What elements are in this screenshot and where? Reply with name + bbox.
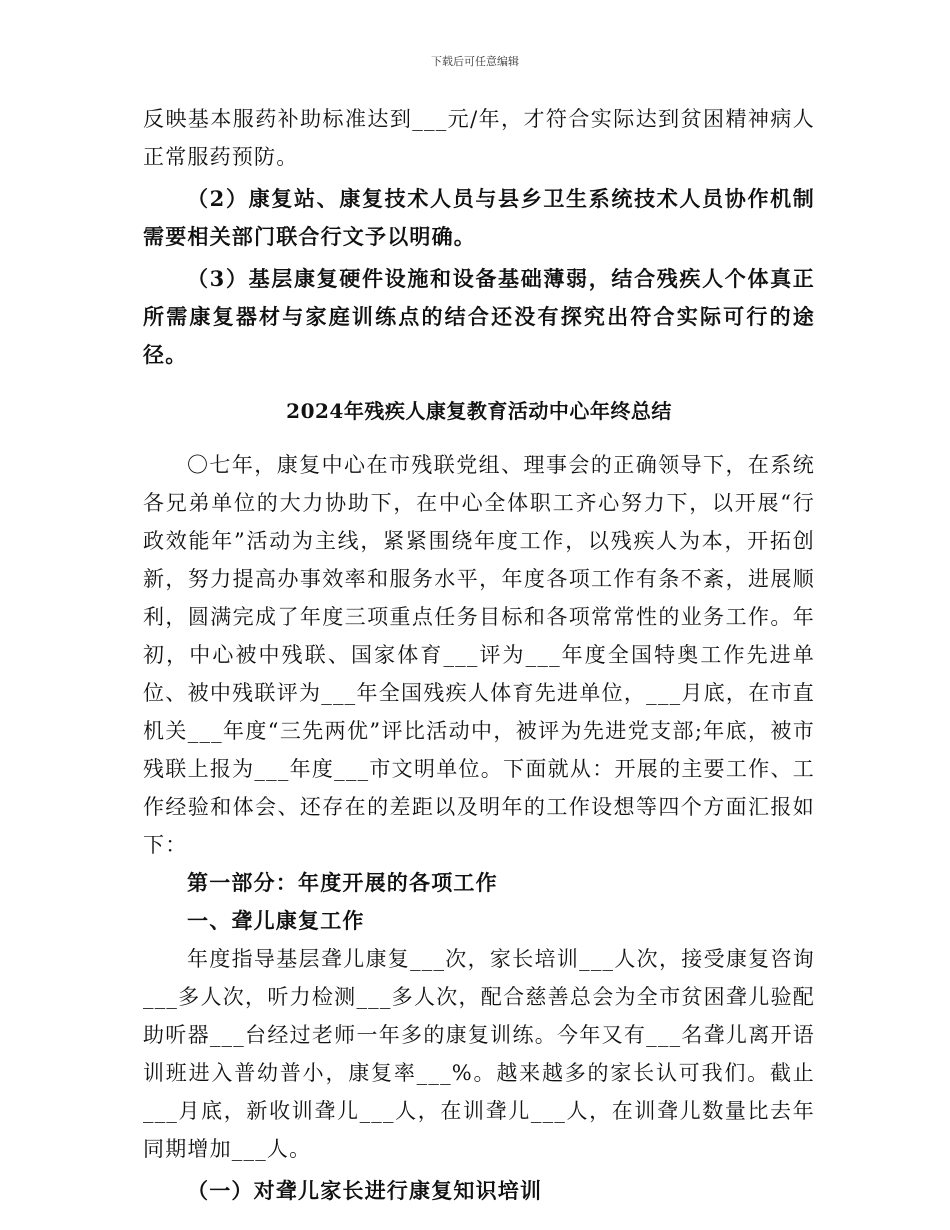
page-header: 下载后可任意编辑: [431, 55, 519, 68]
document-title: 2024年残疾人康复教育活动中心年终总结: [286, 399, 672, 423]
paragraph-deaf-rehab: 年度指导基层聋儿康复___次，家长培训___人次，接受康复咨询___多人次，听力检测___多人次，配合慈善总会为全市贫困聋儿验配助听器___台经过老师一年多的康复训练。今年又有___名聋儿离开语训班进入普幼普小，康复率___%。越来越多的家长认可我们。截止___月底，新收训聋儿___人，在训聋儿___人，在训聋儿数量比去年同期增加___人。: [143, 947, 815, 1161]
paragraph-intro: 〇七年，康复中心在市残联党组、理事会的正确领导下，在系统各兄弟单位的大力协助下，在中心全体职工齐心努力下，以开展“行政效能年”活动为主线，紧紧围绕年度工作，以残疾人为本，开拓创新，努力提高办事效率和服务水平，年度各项工作有条不紊，进展顺利，圆满完成了年度三项重点任务目标和各项常常性的业务工作。年初，中心被中残联、国家体育___评为___年度全国特奥工作先进单位、被中残联评为___年全国残疾人体育先进单位，___月底，在市直机关___年度“三先两优”评比活动中，被评为先进党支部;年底，被市残联上报为___年度___市文明单位。下面就从：开展的主要工作、工作经验和体会、还存在的差距以及明年的工作设想等四个方面汇报如下：: [143, 453, 815, 857]
document-body: [143, 100, 815, 1210]
paragraph-item-3: （3）基层康复硬件设施和设备基础薄弱，结合残疾人个体真正所需康复器材与家庭训练点的结合还没有探究出符合实际可行的途径。: [143, 266, 815, 367]
paragraph-item-2: （2）康复站、康复技术人员与县乡卫生系统技术人员协作机制需要相关部门联合行文予以明确。: [143, 186, 815, 249]
heading-section-one: 一、聋儿康复工作: [187, 908, 365, 933]
paragraph-subsidy: 反映基本服药补助标准达到___元/年，才符合实际达到贫困精神病人正常服药预防。: [143, 107, 815, 169]
heading-part-one: 第一部分：年度开展的各项工作: [187, 870, 498, 895]
heading-subsection-one: （一）对聋儿家长进行康复知识培训: [187, 1178, 543, 1203]
